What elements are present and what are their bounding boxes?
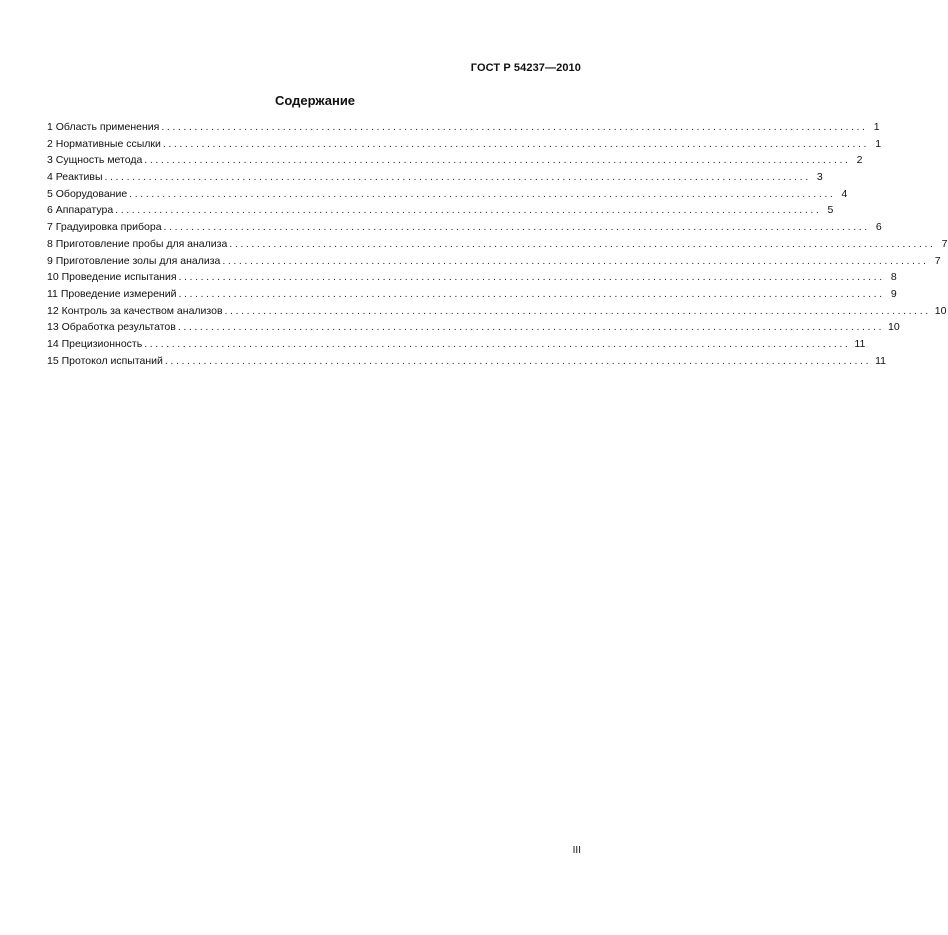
- toc-title: Содержание: [274, 93, 356, 108]
- toc-entry[interactable]: [47, 269, 897, 286]
- toc-entry[interactable]: [47, 303, 947, 320]
- toc-entry[interactable]: [47, 119, 880, 136]
- toc-entry[interactable]: [47, 219, 882, 236]
- toc-entry-page: 6: [875, 221, 882, 234]
- toc-entry-label: 6 Аппаратура: [47, 204, 114, 217]
- toc-entry[interactable]: [47, 136, 882, 153]
- toc-entry-page: 8: [890, 271, 897, 284]
- table-of-contents: [47, 119, 948, 369]
- toc-entry-label: 9 Приготовление золы для анализа: [47, 254, 221, 267]
- toc-entry[interactable]: [47, 202, 834, 219]
- toc-entry-leader: ................................................................................................................................: [178, 271, 885, 284]
- toc-entry[interactable]: [47, 336, 866, 353]
- toc-entry-label: 14 Прецизионность: [47, 337, 143, 350]
- toc-entry-page: 1: [873, 121, 880, 133]
- toc-entry-leader: ................................................................................................................................: [161, 121, 868, 133]
- toc-entry-page: 5: [827, 204, 834, 217]
- toc-entry-page: 10: [934, 304, 947, 317]
- toc-entry-page: 11: [875, 354, 887, 367]
- toc-entry-leader: ................................................................................................................................: [144, 337, 851, 350]
- toc-entry-leader: ................................................................................................................................: [104, 171, 811, 184]
- toc-entry-label: 3 Сущность метода: [47, 154, 143, 167]
- toc-entry-label: 1 Область применения: [47, 121, 160, 133]
- document-code: ГОСТ Р 54237—2010: [470, 62, 581, 74]
- toc-entry-label: 4 Реактивы: [47, 171, 103, 184]
- toc-entry-leader: ................................................................................................................................: [115, 204, 822, 217]
- toc-entry-page: 7: [934, 254, 941, 267]
- toc-entry-leader: ................................................................................................................................: [229, 237, 936, 250]
- toc-entry-leader: ................................................................................................................................: [129, 187, 836, 200]
- toc-entry-page: 3: [816, 171, 823, 184]
- toc-entry-page: 2: [856, 154, 863, 167]
- toc-entry-page: 7: [941, 237, 948, 250]
- toc-entry[interactable]: [47, 353, 887, 370]
- toc-entry-leader: ................................................................................................................................: [163, 221, 870, 234]
- toc-entry-label: 7 Градуировка прибора: [47, 221, 162, 234]
- toc-entry[interactable]: [47, 253, 941, 270]
- toc-entry-page: 10: [888, 321, 900, 334]
- toc-entry-page: 1: [875, 137, 882, 150]
- toc-entry[interactable]: [47, 186, 848, 203]
- page-number: III: [572, 845, 581, 856]
- toc-entry-label: 15 Протокол испытаний: [47, 354, 163, 367]
- toc-entry-leader: ................................................................................................................................: [222, 254, 929, 267]
- toc-entry-leader: ................................................................................................................................: [162, 137, 870, 150]
- toc-entry-page: 9: [890, 287, 897, 300]
- toc-entry-label: 11 Проведение измерений: [47, 287, 177, 300]
- toc-entry-leader: ................................................................................................................................: [224, 304, 931, 317]
- toc-entry-label: 13 Обработка результатов: [47, 321, 176, 334]
- toc-entry-leader: ................................................................................................................................: [177, 321, 885, 334]
- toc-entry[interactable]: [47, 236, 948, 253]
- toc-entry[interactable]: [47, 169, 823, 186]
- toc-entry[interactable]: [47, 319, 900, 336]
- toc-entry-page: 4: [841, 187, 848, 200]
- toc-entry-label: 10 Проведение испытания: [47, 271, 177, 284]
- toc-entry-label: 12 Контроль за качеством анализов: [47, 304, 223, 317]
- toc-entry-leader: ................................................................................................................................: [178, 287, 885, 300]
- toc-entry-leader: ................................................................................................................................: [144, 154, 851, 167]
- toc-entry-label: 8 Приготовление пробы для анализа: [47, 237, 228, 250]
- toc-entry-page: 11: [854, 337, 866, 350]
- toc-entry-label: 2 Нормативные ссылки: [47, 137, 161, 150]
- toc-entry-label: 5 Оборудование: [47, 187, 128, 200]
- toc-entry[interactable]: [47, 286, 897, 303]
- toc-entry[interactable]: [47, 152, 863, 169]
- toc-entry-leader: ................................................................................................................................: [164, 354, 872, 367]
